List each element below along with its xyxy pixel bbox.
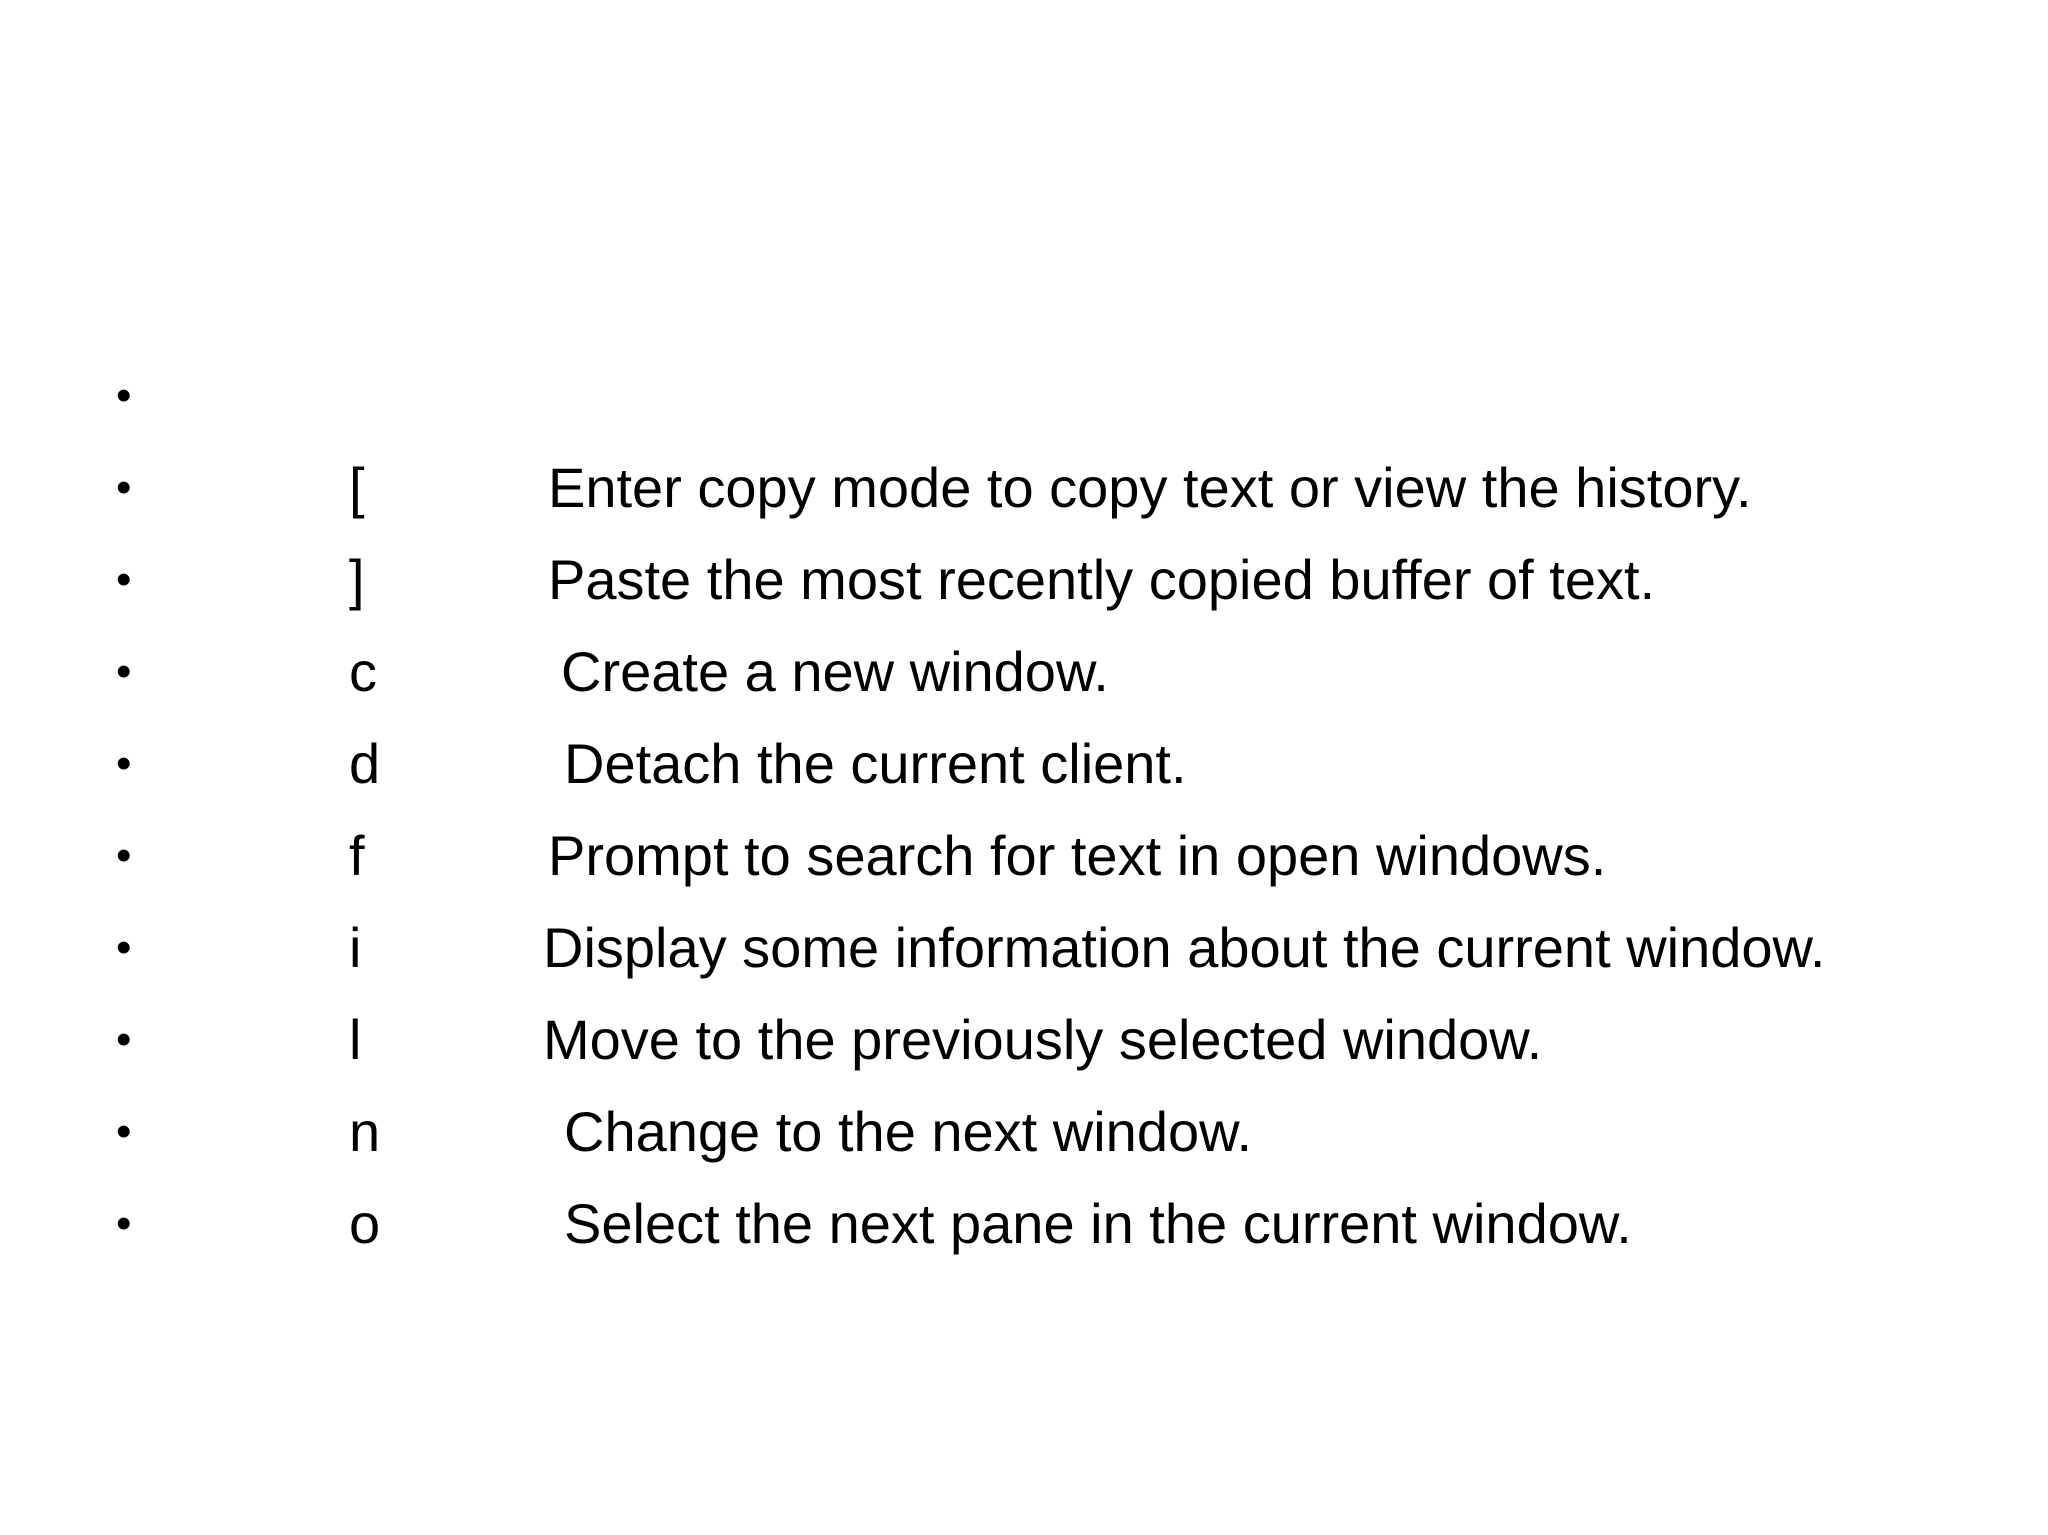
bullet-icon: • bbox=[116, 647, 132, 696]
list-item bbox=[0, 810, 2048, 902]
list-item bbox=[0, 1086, 2048, 1178]
shortcut-key: f bbox=[349, 824, 365, 887]
bullet-icon: • bbox=[116, 555, 132, 604]
shortcut-description: Change to the next window. bbox=[564, 1100, 1253, 1163]
shortcut-description: Select the next pane in the current window. bbox=[564, 1192, 1632, 1255]
shortcut-description: Create a new window. bbox=[561, 640, 1109, 703]
shortcut-description: Detach the current client. bbox=[564, 732, 1187, 795]
bullet-icon: • bbox=[116, 1199, 132, 1248]
bullet-icon: • bbox=[116, 1107, 132, 1156]
list-item bbox=[0, 442, 2048, 534]
bullet-icon: • bbox=[116, 923, 132, 972]
shortcut-key: o bbox=[349, 1192, 381, 1255]
shortcut-key: [ bbox=[349, 456, 365, 519]
shortcut-key: i bbox=[349, 916, 362, 979]
bullet-icon: • bbox=[116, 463, 132, 512]
shortcut-description: Display some information about the current window. bbox=[543, 916, 1826, 979]
shortcut-key: l bbox=[349, 1008, 362, 1071]
shortcut-key: n bbox=[349, 1100, 381, 1163]
list-item bbox=[0, 902, 2048, 994]
bullet-icon: • bbox=[116, 739, 132, 788]
shortcut-key: c bbox=[349, 640, 377, 703]
bullet-icon: • bbox=[116, 1015, 132, 1064]
shortcut-description: Move to the previously selected window. bbox=[543, 1008, 1543, 1071]
list-item bbox=[0, 534, 2048, 626]
shortcut-description: Enter copy mode to copy text or view the history. bbox=[548, 456, 1752, 519]
bullet-icon: • bbox=[116, 831, 132, 880]
shortcut-key: ] bbox=[349, 548, 365, 611]
shortcut-key: d bbox=[349, 732, 381, 795]
list-item bbox=[0, 626, 2048, 718]
list-item-empty bbox=[0, 350, 2048, 442]
list-item bbox=[0, 718, 2048, 810]
bullet-icon: • bbox=[116, 371, 132, 420]
list-item bbox=[0, 1178, 2048, 1270]
shortcut-description: Paste the most recently copied buffer of text. bbox=[548, 548, 1656, 611]
shortcut-description: Prompt to search for text in open windows. bbox=[548, 824, 1607, 887]
list-item bbox=[0, 994, 2048, 1086]
